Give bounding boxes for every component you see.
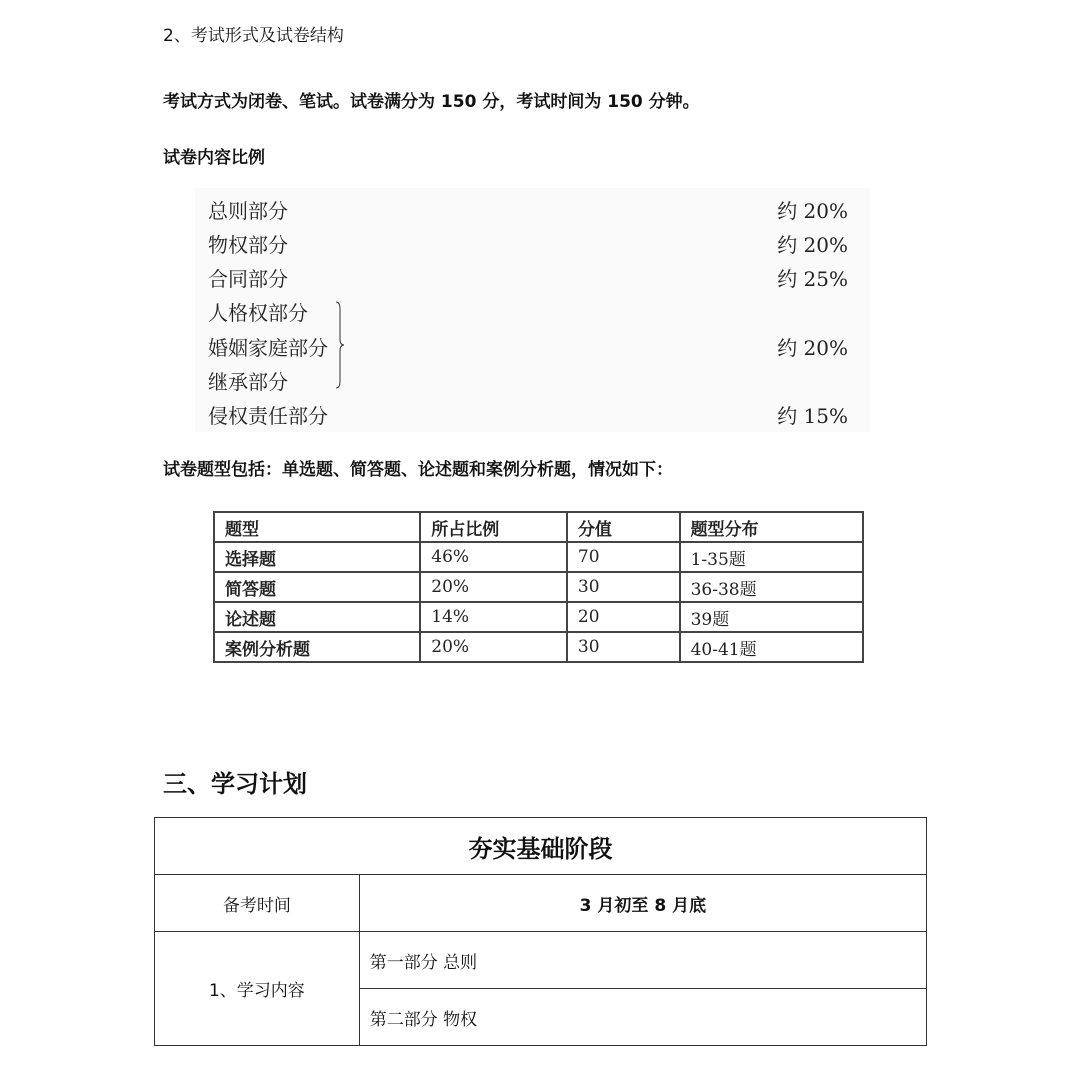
ratio-row [208,366,848,400]
table-row [214,572,863,602]
section-heading-study-plan: 三、学习计划 [163,770,307,798]
ratio-label: 人格权部分 [208,301,308,325]
cell: 46% [420,542,567,572]
cell: 14% [420,602,567,632]
ratio-value: 约 20% [777,233,848,257]
ratio-row [208,195,848,229]
ratio-row [208,400,848,434]
ratio-label: 侵权责任部分 [208,404,328,428]
exam-method-text: 考试方式为闭卷、笔试。试卷满分为 150 分，考试时间为 150 分钟。 [163,92,700,112]
time-label: 备考时间 [155,875,360,932]
cell: 70 [567,542,680,572]
content-ratio-title: 试卷内容比例 [163,148,265,168]
plan-title: 夯实基础阶段 [155,818,927,875]
ratio-label: 婚姻家庭部分 [208,336,328,360]
header-cell: 所占比例 [420,512,567,542]
table-header-row [214,512,863,542]
cell: 40-41题 [680,632,863,662]
ratio-row [208,229,848,263]
ratio-label: 继承部分 [208,370,288,394]
cell: 选择题 [214,542,420,572]
cell: 1-35题 [680,542,863,572]
cell: 20% [420,572,567,602]
ratio-label: 物权部分 [208,233,288,257]
study-plan-table [154,817,927,1046]
cell: 20 [567,602,680,632]
ratio-label: 总则部分 [208,199,288,223]
content-item: 第一部分 总则 [359,932,926,989]
cell: 论述题 [214,602,420,632]
ratio-row [208,263,848,297]
ratio-value: 约 25% [777,267,848,291]
question-type-table [213,511,864,663]
table-row [155,932,927,989]
table-row [214,632,863,662]
table-row [155,875,927,932]
cell: 36-38题 [680,572,863,602]
ratio-value: 约 20% [777,336,848,360]
content-label: 1、学习内容 [155,932,360,1046]
cell: 30 [567,572,680,602]
cell: 案例分析题 [214,632,420,662]
time-value: 3 月初至 8 月底 [359,875,926,932]
cell: 20% [420,632,567,662]
content-ratio-image [195,188,870,432]
question-types-intro: 试卷题型包括：单选题、简答题、论述题和案例分析题，情况如下： [163,460,673,480]
header-cell: 分值 [567,512,680,542]
table-row [214,602,863,632]
ratio-row [208,332,848,366]
content-item: 第二部分 物权 [359,989,926,1046]
table-row [214,542,863,572]
header-cell: 题型分布 [680,512,863,542]
ratio-value: 约 15% [777,404,848,428]
cell: 简答题 [214,572,420,602]
brace-icon [335,301,345,389]
ratio-label: 合同部分 [208,267,288,291]
ratio-value: 约 20% [777,199,848,223]
ratio-row [208,297,848,331]
cell: 30 [567,632,680,662]
header-cell: 题型 [214,512,420,542]
cell: 39题 [680,602,863,632]
plan-title-row [155,818,927,875]
section-heading-exam-format: 2、考试形式及试卷结构 [163,26,344,46]
